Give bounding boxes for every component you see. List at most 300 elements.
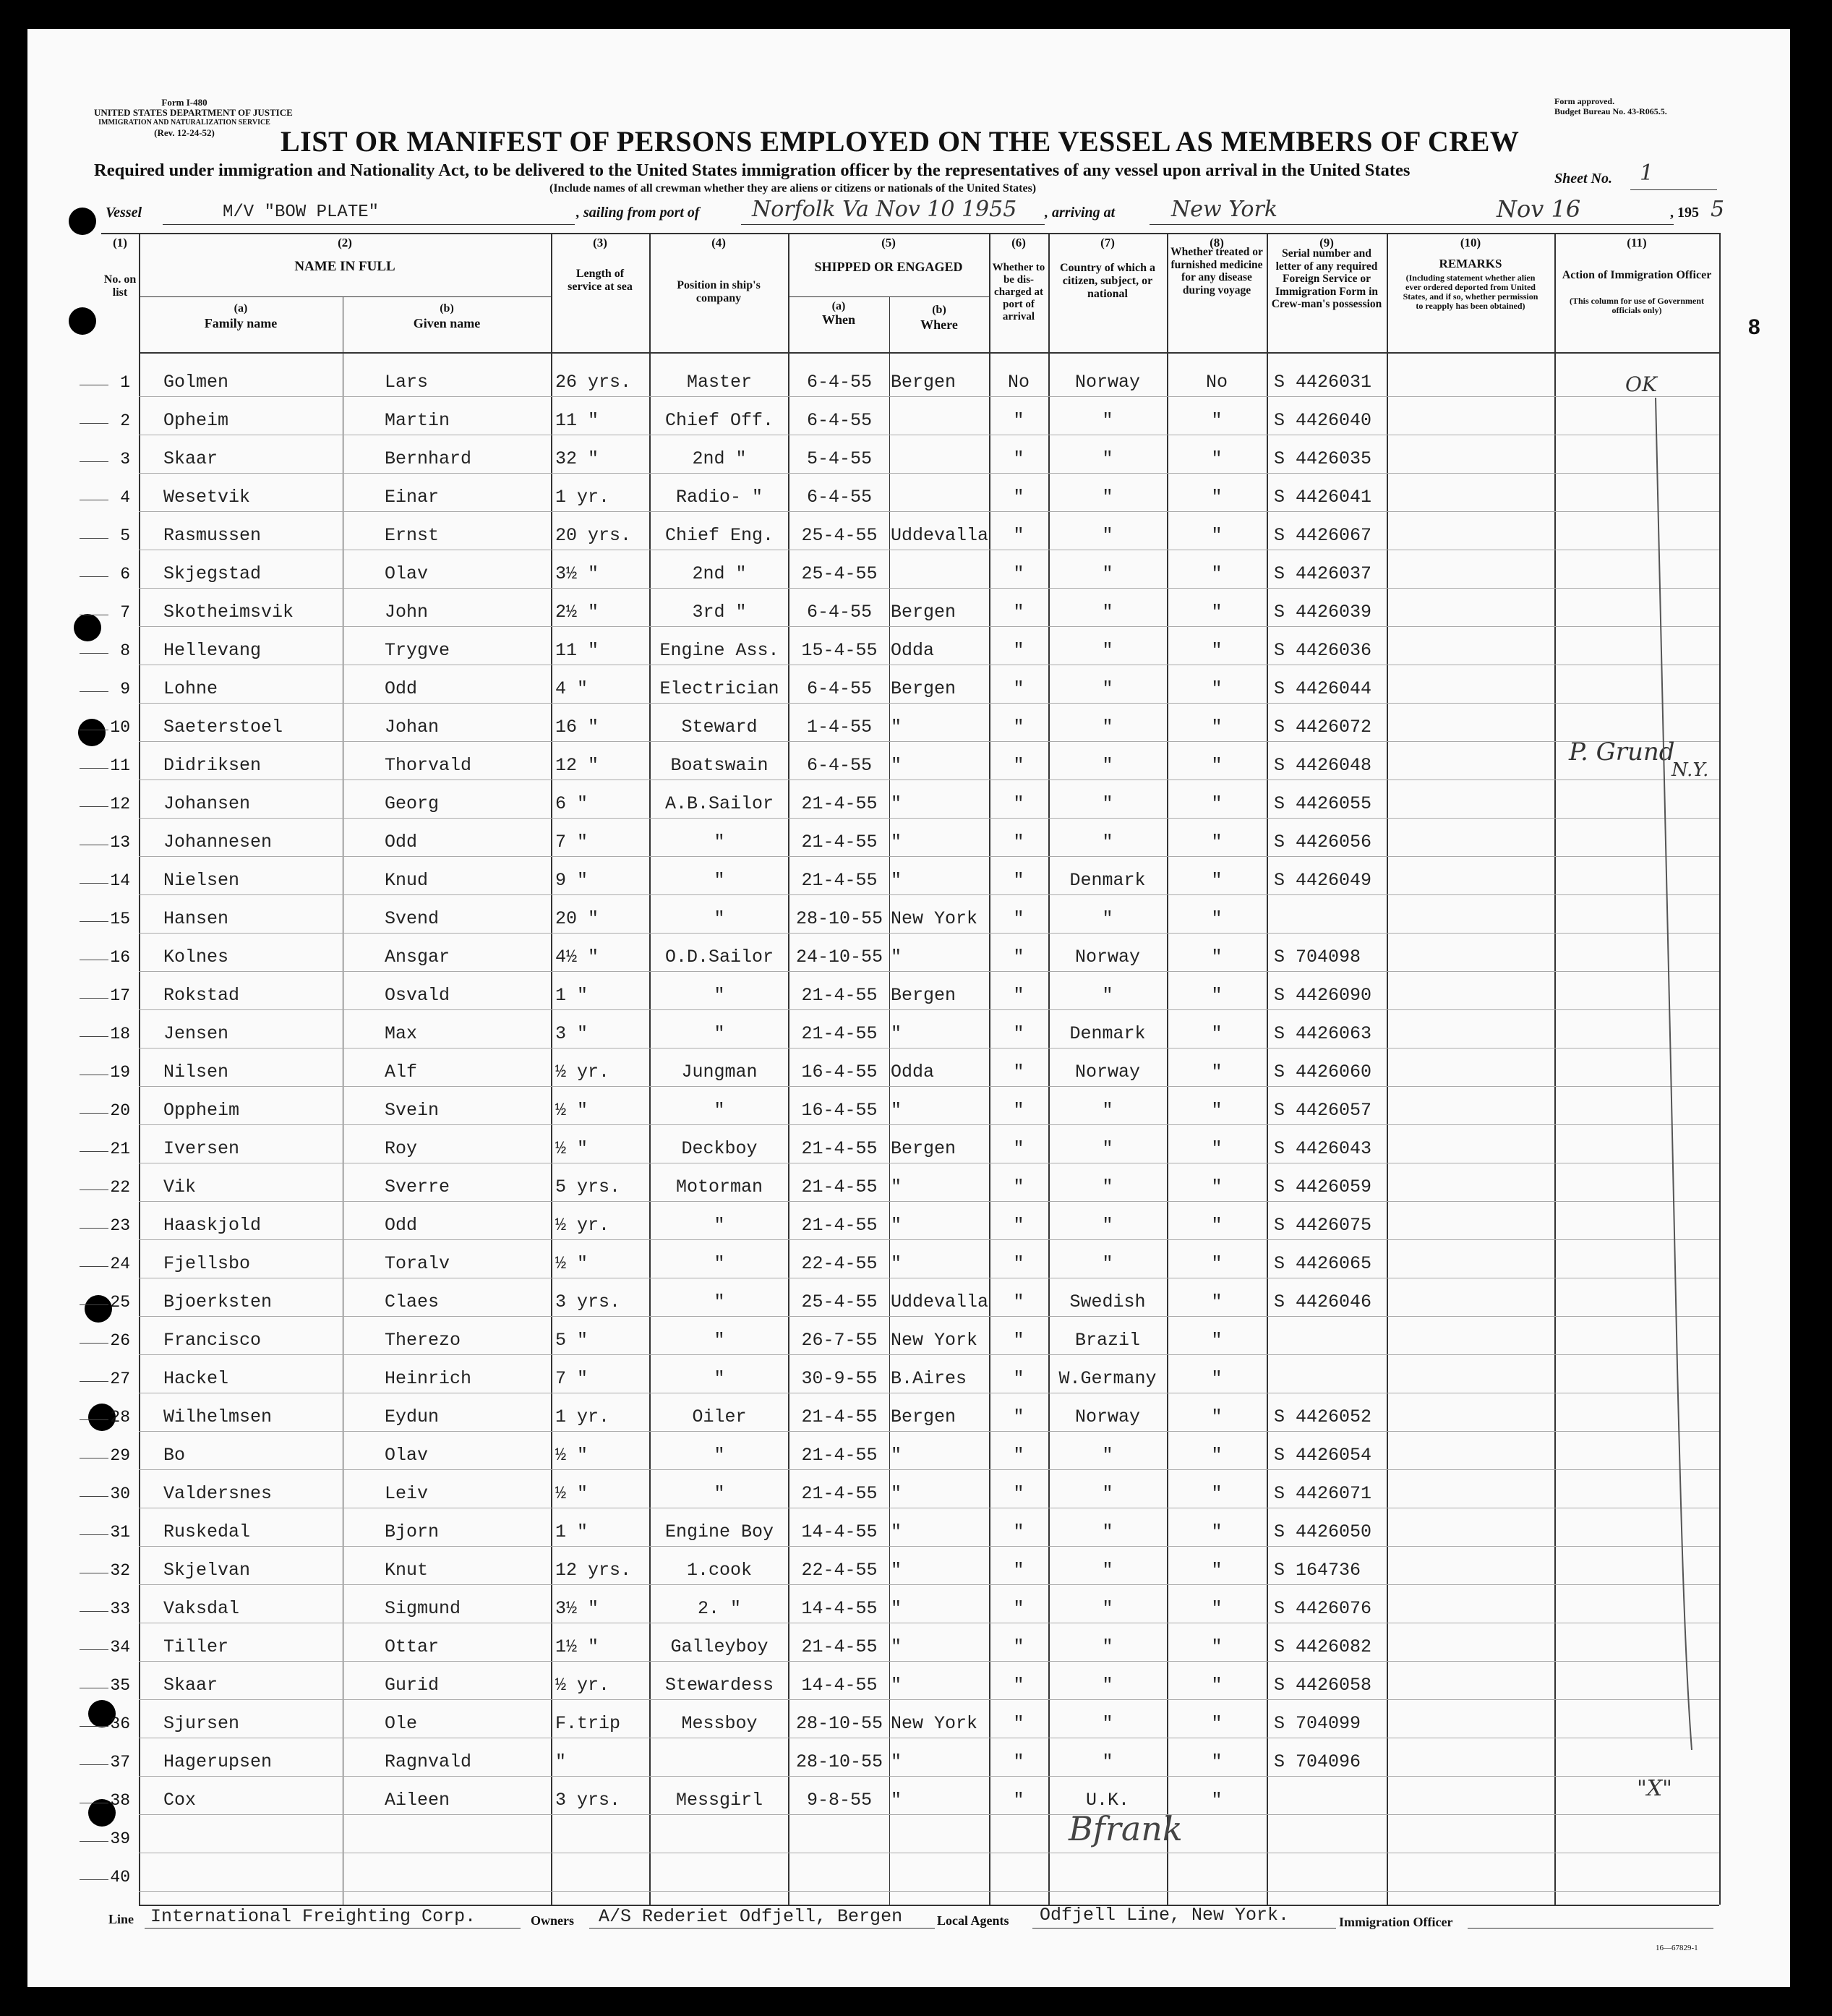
cell-length: 5 yrs. [555, 1176, 621, 1197]
row-number: 20 [110, 1101, 130, 1120]
cell-discharged: " [1013, 755, 1024, 776]
cell-position: " [714, 1445, 725, 1466]
cell-discharged: " [1013, 1138, 1024, 1159]
cell-serial: S 4426076 [1274, 1598, 1372, 1619]
cell-length: ½ " [555, 1483, 588, 1504]
cell-position: Steward [681, 717, 758, 738]
cell-where: Bergen [891, 372, 956, 393]
cell-given: Martin [385, 410, 450, 431]
row-number: 39 [110, 1829, 130, 1848]
row-rule [139, 1814, 1719, 1815]
cell-country: " [1102, 1521, 1113, 1542]
cell-family: Hansen [163, 908, 229, 929]
cell-length: 1 yr. [555, 487, 610, 508]
cell-family: Hagerupsen [163, 1751, 273, 1772]
cell-length: 4½ " [555, 947, 599, 968]
cell-where: " [891, 1023, 902, 1044]
approval-block [1554, 96, 1667, 116]
cell-country: " [1102, 1598, 1113, 1619]
cell-country: " [1102, 1675, 1113, 1696]
row-number: 16 [110, 948, 130, 967]
row-rule [139, 1469, 1719, 1470]
cell-medicine: " [1211, 1598, 1223, 1619]
cell-medicine: " [1211, 448, 1223, 469]
cell-family: Hellevang [163, 640, 262, 661]
cell-position: 2nd " [692, 448, 747, 469]
row-number: 28 [110, 1408, 130, 1427]
cell-position: " [714, 832, 725, 853]
cell-medicine: " [1211, 525, 1223, 546]
cell-when: 21-4-55 [801, 1176, 878, 1197]
cell-country: U.K. [1085, 1790, 1129, 1811]
subtitle: Required under immigration and Nationality Act, to be delivered to the United States immigration officer by the representatives of any vessel upon arrival in the United States [94, 161, 1411, 180]
header-given: Given name [413, 316, 481, 330]
cell-medicine: " [1211, 602, 1223, 623]
cell-when: 21-4-55 [801, 1138, 878, 1159]
owners-value: A/S Rederiet Odfjell, Bergen [599, 1906, 903, 1927]
cell-given: Thorvald [385, 755, 472, 776]
cell-position: " [714, 870, 725, 891]
handwritten-signature: Bfrank [1069, 1809, 1183, 1848]
cell-country: " [1102, 1713, 1113, 1734]
cell-family: Bo [163, 1445, 186, 1466]
cell-family: Wilhelmsen [163, 1406, 273, 1427]
row-number: 35 [110, 1676, 130, 1695]
cell-serial: S 4426060 [1274, 1062, 1372, 1082]
cell-length: " [555, 1751, 567, 1772]
cell-discharged: " [1013, 602, 1024, 623]
cell-country: Norway [1074, 1062, 1140, 1082]
cell-country: " [1102, 1445, 1113, 1466]
cell-where: " [891, 1176, 902, 1197]
cell-given: Trygve [385, 640, 450, 661]
cell-when: 21-4-55 [801, 832, 878, 853]
row-number: 38 [110, 1791, 130, 1810]
header-where-letter: (b) [932, 304, 946, 316]
cell-position: " [714, 985, 725, 1006]
row-number: 3 [120, 450, 130, 469]
cell-serial: S 4426090 [1274, 985, 1372, 1006]
cell-where: Bergen [891, 678, 956, 699]
cell-country: " [1102, 1100, 1113, 1121]
cell-family: Sjursen [163, 1713, 240, 1734]
row-number: 15 [110, 910, 130, 928]
agents-label: Local Agents [937, 1913, 1009, 1928]
budget-bureau: Budget Bureau No. 43-R065.5. [1554, 106, 1667, 116]
cell-position: Radio- " [675, 487, 763, 508]
cell-discharged: " [1013, 563, 1024, 584]
cell-position: " [714, 1483, 725, 1504]
cell-medicine: " [1211, 563, 1223, 584]
header-when: When [821, 312, 855, 327]
cell-length: 3 " [555, 1023, 588, 1044]
cell-country: " [1102, 640, 1113, 661]
cell-when: 28-10-55 [795, 1713, 883, 1734]
cell-length: ½ yr. [555, 1062, 610, 1082]
row-number: 2 [120, 411, 130, 430]
header-no: No. on list [103, 273, 137, 299]
cell-discharged: " [1013, 678, 1024, 699]
cell-given: Bjorn [385, 1521, 440, 1542]
cell-given: Gurid [385, 1675, 440, 1696]
cell-country: " [1102, 832, 1113, 853]
row-rule [139, 818, 1719, 819]
row-rule [139, 511, 1719, 512]
cell-given: Ernst [385, 525, 440, 546]
cell-given: Knut [385, 1560, 429, 1581]
row-number: 10 [110, 718, 130, 737]
cell-serial: S 4426050 [1274, 1521, 1372, 1542]
cell-position: Boatswain [670, 755, 769, 776]
cell-when: 28-10-55 [795, 908, 883, 929]
cell-when: 21-4-55 [801, 870, 878, 891]
cell-country: Swedish [1069, 1291, 1146, 1312]
cell-position: 2. " [697, 1598, 741, 1619]
cell-given: Osvald [385, 985, 450, 1006]
cell-given: Ansgar [385, 947, 450, 968]
arriving-label: , arriving at [1045, 205, 1116, 221]
row-number: 24 [110, 1255, 130, 1273]
cell-position: A.B.Sailor [664, 793, 774, 814]
header-remarks-title: REMARKS [1439, 257, 1502, 270]
cell-family: Lohne [163, 678, 218, 699]
cell-medicine: " [1211, 793, 1223, 814]
cell-given: Ole [385, 1713, 418, 1734]
cell-length: 3 yrs. [555, 1790, 621, 1811]
cell-family: Valdersnes [163, 1483, 273, 1504]
row-number: 5 [120, 526, 130, 545]
cell-discharged: " [1013, 1023, 1024, 1044]
col-num-4: (4) [711, 236, 726, 249]
cell-where: " [891, 1636, 902, 1657]
cell-length: 20 yrs. [555, 525, 632, 546]
header-discharged: Whether to be dis-charged at port of arrival [992, 262, 1045, 323]
cell-country: Norway [1074, 372, 1140, 393]
binder-hole [69, 307, 96, 335]
row-number: 7 [120, 603, 130, 622]
cell-medicine: " [1211, 1713, 1223, 1734]
cell-when: 21-4-55 [801, 1406, 878, 1427]
row-number: 18 [110, 1025, 130, 1043]
cell-when: 6-4-55 [806, 410, 872, 431]
header-given-letter: (b) [440, 302, 454, 315]
cell-given: Odd [385, 832, 418, 853]
cell-position: Messboy [681, 1713, 758, 1734]
cell-where: New York [891, 1330, 978, 1351]
cell-medicine: " [1211, 870, 1223, 891]
cell-serial: S 4426055 [1274, 793, 1372, 814]
cell-discharged: " [1013, 640, 1024, 661]
cell-family: Didriksen [163, 755, 262, 776]
cell-when: 6-4-55 [806, 678, 872, 699]
cell-when: 25-4-55 [801, 525, 878, 546]
cell-position: Engine Ass. [659, 640, 779, 661]
row-rule [139, 971, 1719, 972]
cell-discharged: " [1013, 1483, 1024, 1504]
cell-serial: S 4426058 [1274, 1675, 1372, 1696]
officer-mark-row-1: OK [1625, 372, 1657, 396]
row-number: 36 [110, 1714, 130, 1733]
owners-label: Owners [531, 1913, 574, 1928]
col-num-6: (6) [1011, 236, 1026, 249]
row-rule [139, 1776, 1719, 1777]
cell-length: 1 " [555, 985, 588, 1006]
cell-serial: S 4426082 [1274, 1636, 1372, 1657]
cell-where: " [891, 832, 902, 853]
cell-where: " [891, 1445, 902, 1466]
header-when-letter: (a) [831, 300, 846, 312]
cell-serial: S 704096 [1274, 1751, 1361, 1772]
arrival-date: Nov 16 [1497, 195, 1581, 223]
row-rule [139, 1584, 1719, 1585]
cell-medicine: " [1211, 1062, 1223, 1082]
cell-discharged: " [1013, 985, 1024, 1006]
header-shipped: SHIPPED OR ENGAGED [814, 260, 963, 274]
cell-length: ½ yr. [555, 1215, 610, 1236]
cell-discharged: " [1013, 1598, 1024, 1619]
officer-note-row-11: P. Grund [1569, 738, 1675, 766]
cell-when: 21-4-55 [801, 1215, 878, 1236]
row-rule [139, 933, 1719, 934]
cell-position: Electrician [659, 678, 779, 699]
cell-discharged: " [1013, 1560, 1024, 1581]
cell-country: " [1102, 563, 1113, 584]
row-rule [139, 1699, 1719, 1700]
cell-serial: S 4426075 [1274, 1215, 1372, 1236]
row-number: 29 [110, 1446, 130, 1465]
cell-serial: S 4426056 [1274, 832, 1372, 853]
cell-discharged: " [1013, 908, 1024, 929]
cell-when: 14-4-55 [801, 1675, 878, 1696]
cell-position: 3rd " [692, 602, 747, 623]
cell-discharged: " [1013, 1368, 1024, 1389]
header-serial: Serial number and letter of any required Foreign Service or Immigration Form in Crew-man's possession [1271, 247, 1382, 310]
cell-position: " [714, 1291, 725, 1312]
col-num-2: (2) [338, 236, 352, 249]
cell-discharged: " [1013, 1636, 1024, 1657]
col-num-8: (8) [1210, 236, 1224, 249]
cell-position: Deckboy [681, 1138, 758, 1159]
form-number: Form I-480 [161, 97, 207, 108]
cell-medicine: " [1211, 1406, 1223, 1427]
cell-family: Tiller [163, 1636, 229, 1657]
cell-family: Wesetvik [163, 487, 251, 508]
cell-length: 20 " [555, 908, 599, 929]
arriving-port: New York [1171, 197, 1277, 222]
cell-given: Ragnvald [385, 1751, 472, 1772]
row-number: 17 [110, 986, 130, 1005]
cell-length: F.trip [555, 1713, 621, 1734]
cell-given: Knud [385, 870, 429, 891]
cell-where: " [891, 1215, 902, 1236]
cell-country: " [1102, 985, 1113, 1006]
cell-medicine: " [1211, 717, 1223, 738]
cell-medicine: " [1211, 985, 1223, 1006]
cell-family: Haaskjold [163, 1215, 262, 1236]
cell-length: 3½ " [555, 563, 599, 584]
cell-family: Skjelvan [163, 1560, 251, 1581]
header-medicine: Whether treated or furnished medicine for any disease during voyage [1170, 246, 1263, 296]
cell-serial: S 4426046 [1274, 1291, 1372, 1312]
cell-family: Johansen [163, 793, 251, 814]
cell-length: ½ " [555, 1253, 588, 1274]
cell-country: " [1102, 602, 1113, 623]
cell-discharged: " [1013, 1675, 1024, 1696]
cell-family: Nielsen [163, 870, 240, 891]
cell-family: Bjoerksten [163, 1291, 273, 1312]
cell-given: John [385, 602, 429, 623]
cell-given: Claes [385, 1291, 440, 1312]
cell-when: 16-4-55 [801, 1100, 878, 1121]
cell-given: Olav [385, 1445, 429, 1466]
cell-family: Cox [163, 1790, 197, 1811]
cell-serial: S 4426049 [1274, 870, 1372, 891]
cell-position: Motorman [675, 1176, 763, 1197]
row-rule [139, 1201, 1719, 1202]
cell-serial: S 4426040 [1274, 410, 1372, 431]
cell-discharged: " [1013, 1790, 1024, 1811]
cell-position: Oiler [692, 1406, 747, 1427]
sheet-label: Sheet No. [1554, 171, 1612, 187]
cell-length: 6 " [555, 793, 588, 814]
cell-when: 21-4-55 [801, 1636, 878, 1657]
cell-given: Aileen [385, 1790, 450, 1811]
cell-discharged: " [1013, 1713, 1024, 1734]
cell-length: 7 " [555, 832, 588, 853]
crew-note: (Include names of all crewman whether they are aliens or citizens or nationals of the United States) [549, 182, 1037, 195]
cell-position: 2nd " [692, 563, 747, 584]
cell-discharged: " [1013, 1445, 1024, 1466]
cell-given: Leiv [385, 1483, 429, 1504]
cell-position: " [714, 1023, 725, 1044]
cell-position: Jungman [681, 1062, 758, 1082]
cell-country: Denmark [1069, 870, 1146, 891]
cell-where: " [891, 717, 902, 738]
cell-where: " [891, 1483, 902, 1504]
cell-medicine: " [1211, 1675, 1223, 1696]
header-where: Where [920, 317, 958, 332]
cell-serial: S 4426057 [1274, 1100, 1372, 1121]
cell-family: Kolnes [163, 947, 229, 968]
cell-serial: S 4426072 [1274, 717, 1372, 738]
cell-where: " [891, 1790, 902, 1811]
cell-country: Brazil [1074, 1330, 1140, 1351]
cell-serial: S 4426035 [1274, 448, 1372, 469]
cell-family: Skotheimsvik [163, 602, 294, 623]
cell-discharged: " [1013, 525, 1024, 546]
cell-given: Sigmund [385, 1598, 461, 1619]
row-number: 30 [110, 1485, 130, 1503]
page-title: LIST OR MANIFEST OF PERSONS EMPLOYED ON THE VESSEL AS MEMBERS OF CREW [281, 125, 1520, 158]
cell-given: Sverre [385, 1176, 450, 1197]
row-number: 40 [110, 1868, 130, 1887]
cell-given: Lars [385, 372, 429, 393]
cell-when: 9-8-55 [806, 1790, 872, 1811]
header-family-letter: (a) [234, 302, 248, 315]
service: IMMIGRATION AND NATURALIZATION SERVICE [98, 119, 270, 127]
cell-discharged: " [1013, 793, 1024, 814]
cell-when: 21-4-55 [801, 793, 878, 814]
cell-where: " [891, 1675, 902, 1696]
cell-given: Olav [385, 563, 429, 584]
sailing-label: , sailing from port of [576, 205, 700, 221]
cell-medicine: " [1211, 1176, 1223, 1197]
cell-family: Saeterstoel [163, 717, 283, 738]
cell-discharged: " [1013, 1521, 1024, 1542]
cell-when: 21-4-55 [801, 1023, 878, 1044]
cell-family: Vik [163, 1176, 197, 1197]
header-name: NAME IN FULL [294, 259, 395, 274]
cell-when: 26-7-55 [801, 1330, 878, 1351]
cell-country: Norway [1074, 1406, 1140, 1427]
header-country: Country of which a citizen, subject, or national [1059, 262, 1155, 300]
cell-family: Vaksdal [163, 1598, 240, 1619]
cell-position: Chief Eng. [664, 525, 774, 546]
year-prefix: , 195 [1670, 205, 1699, 221]
cell-when: 6-4-55 [806, 602, 872, 623]
cell-when: 6-4-55 [806, 487, 872, 508]
cell-discharged: " [1013, 870, 1024, 891]
row-number: 1 [120, 373, 130, 392]
cell-family: Opheim [163, 410, 229, 431]
cell-length: 11 " [555, 640, 599, 661]
officer-note-row-11b: N.Y. [1672, 759, 1709, 781]
row-number: 25 [110, 1293, 130, 1312]
cell-position: O.D.Sailor [664, 947, 774, 968]
cell-family: Francisco [163, 1330, 262, 1351]
cell-given: Therezo [385, 1330, 461, 1351]
cell-length: 3 yrs. [555, 1291, 621, 1312]
row-rule [139, 894, 1719, 895]
cell-given: Ottar [385, 1636, 440, 1657]
cell-given: Svend [385, 908, 440, 929]
cell-discharged: " [1013, 487, 1024, 508]
cell-medicine: " [1211, 1636, 1223, 1657]
cell-country: " [1102, 487, 1113, 508]
cell-family: Ruskedal [163, 1521, 251, 1542]
cell-where: " [891, 1521, 902, 1542]
cell-discharged: " [1013, 1406, 1024, 1427]
row-rule [139, 626, 1719, 627]
row-rule [139, 1546, 1719, 1547]
cell-when: 6-4-55 [806, 372, 872, 393]
header-length: Length of service at sea [568, 268, 633, 293]
cell-serial: S 4426044 [1274, 678, 1372, 699]
row-rule [139, 1124, 1719, 1125]
cell-when: 28-10-55 [795, 1751, 883, 1772]
row-rule [139, 1661, 1719, 1662]
cell-position: Stewardess [664, 1675, 774, 1696]
cell-position: 1.cook [686, 1560, 752, 1581]
cell-length: ½ " [555, 1100, 588, 1121]
cell-given: Roy [385, 1138, 418, 1159]
cell-country: W.Germany [1058, 1368, 1157, 1389]
cell-where: New York [891, 1713, 978, 1734]
cell-medicine: " [1211, 1368, 1223, 1389]
row-number: 11 [110, 756, 130, 775]
cell-given: Einar [385, 487, 440, 508]
row-number: 37 [110, 1753, 130, 1772]
row-rule [139, 741, 1719, 742]
col-num-10: (10) [1460, 236, 1481, 249]
cell-discharged: " [1013, 1215, 1024, 1236]
row-rule [139, 1086, 1719, 1087]
cell-length: 12 " [555, 755, 599, 776]
cell-country: " [1102, 755, 1113, 776]
revision: (Rev. 12-24-52) [154, 127, 215, 138]
cell-medicine: " [1211, 640, 1223, 661]
cell-where: " [891, 793, 902, 814]
